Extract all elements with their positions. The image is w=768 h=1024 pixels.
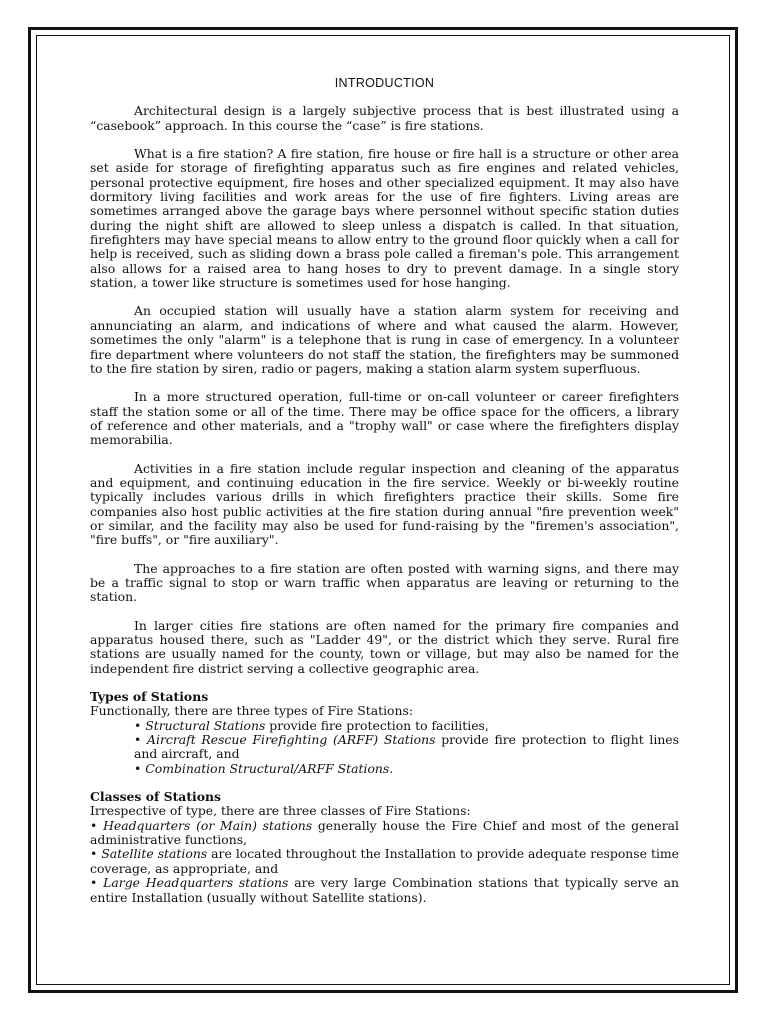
list-item-term: Headquarters (or Main) stations bbox=[103, 817, 313, 833]
list-item bbox=[90, 762, 679, 776]
bullet-glyph: • bbox=[90, 875, 104, 891]
document-body bbox=[90, 76, 679, 905]
paragraph-what-is-fire-station: What is a fire station? A fire station, fire house or fire hall is a structure or other area set aside for storage of firefighting apparatus such as fire engines and related vehicles, personal protective equipment, fire hoses and other specialized equipment. It may also have dormitory living facilities and work areas for the use of fire fighters. Living areas are sometimes arranged above the garage bays where personnel without specific station duties during the night shift are allowed to sleep unless a dispatch is called. In that situation, firefighters may have special means to allow entry to the ground floor quickly when a call for help is received, such as sliding down a brass pole called a fireman's pole. This arrangement also allows for a raised area to hang hoses to dry to prevent damage. In a single story station, a tower like structure is sometimes used for hose hanging. bbox=[90, 146, 679, 291]
section-spacer bbox=[90, 776, 679, 790]
types-heading: Types of Stations bbox=[90, 689, 209, 705]
bullet-glyph: • bbox=[134, 760, 146, 776]
list-item bbox=[90, 819, 679, 848]
document-title: INTRODUCTION bbox=[334, 76, 435, 90]
classes-intro: Irrespective of type, there are three classes of Fire Stations: bbox=[90, 803, 471, 819]
list-item-text: are very large Combination stations that typically serve an entire Installation (usually without Satellite stations). bbox=[90, 875, 679, 905]
paragraph-intro: Architectural design is a largely subjective process that is best illustrated using a “casebook” approach. In this course the “case” is fire stations. bbox=[90, 103, 679, 133]
bullet-glyph: • bbox=[90, 817, 104, 833]
list-item bbox=[90, 847, 679, 876]
paragraph-approaches: The approaches to a fire station are often posted with warning signs, and there may be a traffic signal to stop or warn traffic when apparatus are leaving or returning to the station. bbox=[90, 560, 679, 605]
list-item-term: Structural Stations bbox=[145, 717, 266, 733]
list-item bbox=[90, 733, 679, 762]
list-item-term: Satellite stations bbox=[101, 846, 208, 862]
list-item bbox=[90, 719, 679, 733]
types-intro: Functionally, there are three types of Fire Stations: bbox=[90, 703, 414, 719]
classes-heading: Classes of Stations bbox=[90, 789, 222, 805]
list-item-term: Combination Structural/ARFF Stations. bbox=[145, 760, 394, 776]
list-item-text: provide fire protection to flight lines and aircraft, and bbox=[134, 732, 680, 762]
list-item-text: provide fire protection to facilities, bbox=[265, 717, 489, 733]
list-item-term: Aircraft Rescue Firefighting (ARFF) Stations bbox=[147, 732, 436, 748]
paragraph-naming: In larger cities fire stations are often named for the primary fire companies and apparatus housed there, such as "Ladder 49", or the district which they serve. Rural fire stations are usually named for the county, town or village, but may also be named for the independent fire district serving a collective geographic area. bbox=[90, 617, 679, 676]
list-item bbox=[90, 876, 679, 905]
list-item-term: Large Headquarters stations bbox=[103, 875, 289, 891]
bullet-glyph: • bbox=[134, 717, 146, 733]
paragraph-activities: Activities in a fire station include regular inspection and cleaning of the apparatus and equipment, and continuing education in the fire service. Weekly or bi-weekly routine typically includes various drills in which firefighters practice their skills. Some fire companies also host public activities at the fire station during annual "fire prevention week" or similar, and the facility may also be used for fund-raising by the "firemen's association", "fire buffs", or "fire auxiliary". bbox=[90, 460, 679, 548]
paragraph-structured-operation: In a more structured operation, full-time or on-call volunteer or career firefighters staff the station some or all of the time. There may be office space for the officers, a library of reference and other materials, and a "trophy wall" or case where the firefighters display memorabilia. bbox=[90, 389, 679, 448]
bullet-glyph: • bbox=[90, 846, 102, 862]
list-item-text: generally house the Fire Chief and most of the general administrative functions, bbox=[90, 817, 680, 848]
paragraph-alarm-system: An occupied station will usually have a station alarm system for receiving and annunciating an alarm, and indications of where and what caused the alarm. However, sometimes the only "alarm" is a telephone that is rung in case of emergency. In a volunteer fire department where volunteers do not staff the station, the firefighters may be summoned to the fire station by siren, radio or pagers, making a station alarm system superfluous. bbox=[90, 303, 679, 376]
list-item-text: are located throughout the Installation to provide adequate response time coverage, as appropriate, and bbox=[90, 846, 679, 876]
bullet-glyph: • bbox=[134, 732, 148, 748]
